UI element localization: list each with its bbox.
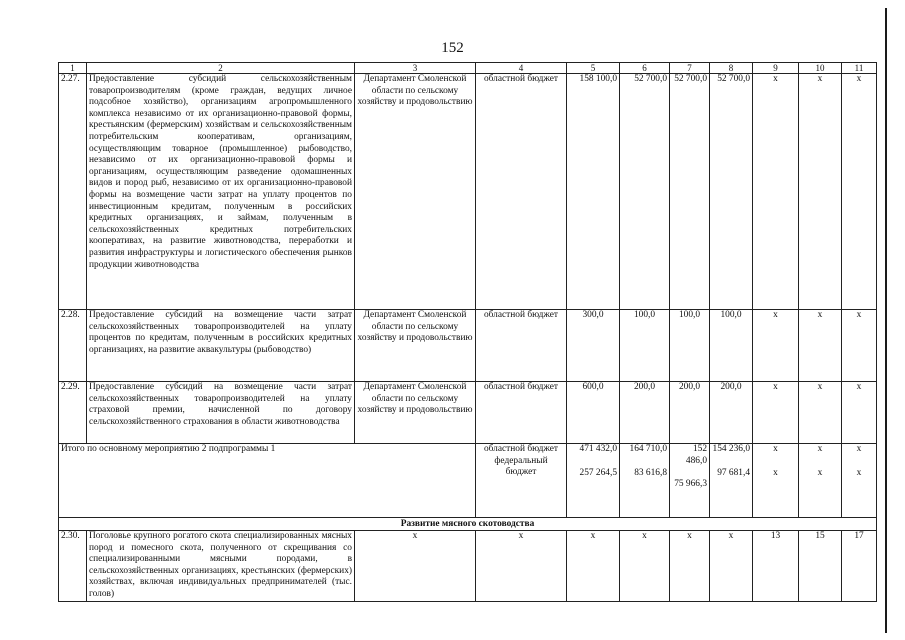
row-number: 2.27. xyxy=(59,74,87,310)
total-label: Итого по основному мероприятию 2 подпрограммы 1 xyxy=(59,444,476,518)
row-value: х xyxy=(799,382,842,444)
total-value: 97 681,4 xyxy=(717,467,750,478)
total-value: 152 486,0 xyxy=(685,444,707,466)
row-value: х xyxy=(842,74,877,310)
col-header: 5 xyxy=(567,63,620,74)
col-header: 8 xyxy=(710,63,753,74)
row-value: 200,0 xyxy=(710,382,753,444)
row-value: х xyxy=(620,531,670,602)
total-value: х xyxy=(773,444,778,454)
row-funding-source: х xyxy=(476,531,567,602)
row-value: 200,0 xyxy=(620,382,670,444)
total-value: х xyxy=(817,444,823,454)
row-value: 100,0 xyxy=(710,310,753,382)
section-title: Развитие мясного скотоводства xyxy=(59,518,877,531)
row-value: 600,0 xyxy=(567,382,620,444)
row-value: 158 100,0 xyxy=(567,74,620,310)
row-value: 52 700,0 xyxy=(620,74,670,310)
page-edge-line xyxy=(885,8,887,633)
total-col5 xyxy=(567,444,620,518)
total-value: 471 432,0 xyxy=(579,444,617,454)
page-number: 152 xyxy=(441,40,464,56)
total-col11 xyxy=(842,444,877,518)
total-source-regional: областной бюджет xyxy=(483,444,559,454)
col-header: 9 xyxy=(753,63,799,74)
col-header: 11 xyxy=(842,63,877,74)
row-value: х xyxy=(842,310,877,382)
total-value: 75 966,3 xyxy=(674,479,707,490)
col-header: 6 xyxy=(620,63,670,74)
row-value: х xyxy=(753,74,799,310)
row-value: х xyxy=(799,74,842,310)
row-description: Предоставление субсидий на возмещение части затрат сельскохозяйственных товаропроизводителей на уплату страховой премии, начисленной по договору сельскохозяйственного страхования в области животноводства xyxy=(87,382,355,444)
row-value: 52 700,0 xyxy=(710,74,753,310)
row-value: х xyxy=(670,531,710,602)
total-value: 257 264,5 xyxy=(579,467,617,478)
row-value: х xyxy=(753,310,799,382)
col-header: 7 xyxy=(670,63,710,74)
section-row xyxy=(59,518,877,531)
total-value: х xyxy=(773,467,778,478)
total-value: х xyxy=(817,467,823,478)
table-row xyxy=(59,382,877,444)
row-value: 100,0 xyxy=(620,310,670,382)
row-funding-source: областной бюджет xyxy=(476,74,567,310)
row-executor: Департамент Смоленской области по сельскому хозяйству и продовольствию xyxy=(355,74,476,310)
total-source-federal: федеральный бюджет xyxy=(494,455,548,478)
col-header: 4 xyxy=(476,63,567,74)
row-value: 13 xyxy=(753,531,799,602)
total-value: 83 616,8 xyxy=(634,467,667,478)
row-value: 17 xyxy=(842,531,877,602)
total-col8 xyxy=(710,444,753,518)
row-executor: х xyxy=(355,531,476,602)
row-value: 200,0 xyxy=(670,382,710,444)
row-value: х xyxy=(567,531,620,602)
col-header: 2 xyxy=(87,63,355,74)
total-col6 xyxy=(620,444,670,518)
row-executor: Департамент Смоленской области по сельскому хозяйству и продовольствию xyxy=(355,310,476,382)
total-col9 xyxy=(753,444,799,518)
row-value: х xyxy=(799,310,842,382)
row-description: Поголовье крупного рогатого скота специализированных мясных пород и помесного скота, полученного от скрещивания со специализированными мясными породами, в сельскохозяйственных организациях, крестьянских (фермерских) хозяйствах, включая индивидуальных предпринимателей (тыс. голов) xyxy=(87,531,355,602)
row-number: 2.29. xyxy=(59,382,87,444)
table-row xyxy=(59,531,877,602)
row-description: Предоставление субсидий сельскохозяйственным товаропроизводителям (кроме граждан, ведущих личное подсобное хозяйство), организациям агропромышленного комплекса независимо от их организационно-правовой формы, крестьянским (фермерским) хозяйствам и сельскохозяйственным потребительским кооперативам, организациям, осуществляющим товарное (промышленное) рыбоводство, независимо от их организационно-правовой формы и организациям, осуществляющим разведение одомашненных видов и пород рыб, независимо от их организационно-правовой формы на возмещение части затрат на уплату процентов по инвестиционным кредитам, полученным в российских кредитных организациях, и займам, полученным в сельскохозяйственных кредитных потребительских кооперативах, на развитие животноводства, переработки и развития инфраструктуры и логистического обеспечения рынков продукции животноводства xyxy=(87,74,355,310)
table-row xyxy=(59,310,877,382)
col-header: 10 xyxy=(799,63,842,74)
row-value: 300,0 xyxy=(567,310,620,382)
total-col10 xyxy=(799,444,842,518)
row-funding-source: областной бюджет xyxy=(476,310,567,382)
table-row xyxy=(59,74,877,310)
row-funding-source: областной бюджет xyxy=(476,382,567,444)
program-table xyxy=(58,62,877,602)
row-value: х xyxy=(753,382,799,444)
total-row xyxy=(59,444,877,518)
total-value: х xyxy=(856,467,862,478)
row-number: 2.30. xyxy=(59,531,87,602)
row-value: 15 xyxy=(799,531,842,602)
total-value: 164 710,0 xyxy=(629,444,667,454)
row-description: Предоставление субсидий на возмещение части затрат сельскохозяйственных товаропроизводителей на уплату процентов по кредитам, полученным в российских кредитных организациях, на развитие аквакультуры (рыбоводство) xyxy=(87,310,355,382)
row-value: 100,0 xyxy=(670,310,710,382)
total-col7 xyxy=(670,444,710,518)
total-value: 154 236,0 xyxy=(712,444,750,454)
column-number-row xyxy=(59,63,877,74)
col-header: 1 xyxy=(59,63,87,74)
row-value: х xyxy=(710,531,753,602)
total-sources xyxy=(476,444,567,518)
row-number: 2.28. xyxy=(59,310,87,382)
row-executor: Департамент Смоленской области по сельскому хозяйству и продовольствию xyxy=(355,382,476,444)
col-header: 3 xyxy=(355,63,476,74)
total-value: х xyxy=(856,444,862,454)
row-value: х xyxy=(842,382,877,444)
row-value: 52 700,0 xyxy=(670,74,710,310)
